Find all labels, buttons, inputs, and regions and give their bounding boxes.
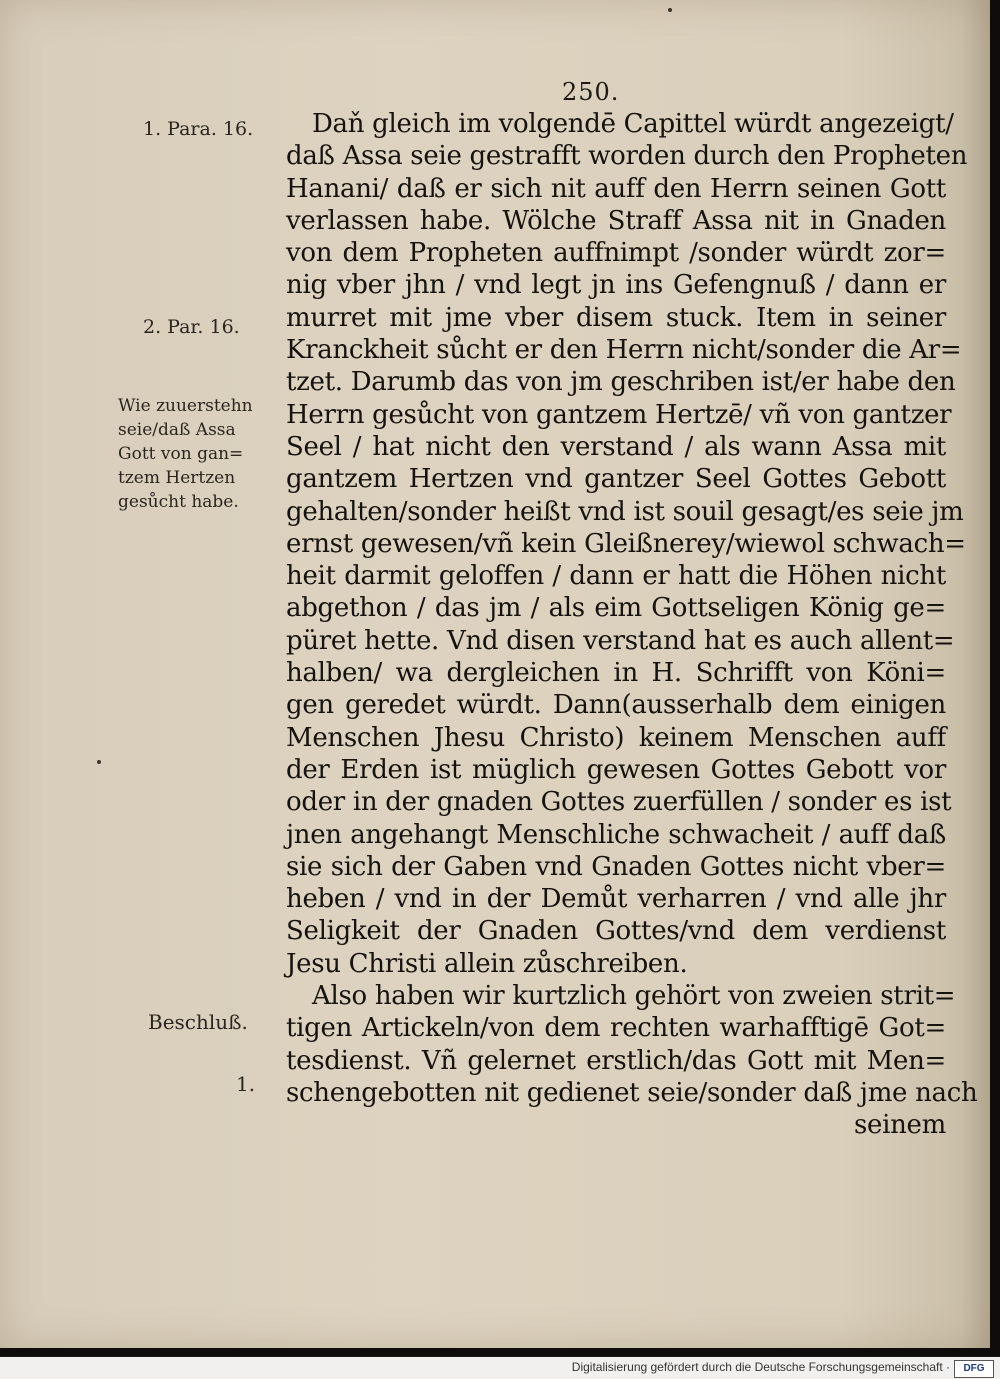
margin-reference-2: 2. Par. 16.: [143, 316, 240, 338]
text-line: halben/ wa dergleichen in H. Schrifft von Köni=: [286, 658, 946, 689]
catchword: seinem: [853, 1110, 946, 1141]
text-line: Daň gleich im volgendē Capittel würdt angezeigt/: [312, 109, 954, 139]
text-line: Jesu Christi allein zůschreiben.: [286, 948, 688, 979]
dfg-logo: DFG: [954, 1360, 994, 1378]
text-line: schengebotten nit gedienet seie/sonder daß jme nach: [286, 1077, 978, 1108]
text-line: Kranckheit sůcht er den Herrn nicht/sonder die Ar=: [286, 335, 962, 366]
footer-credit: Digitalisierung gefördert durch die Deutsche Forschungsgemeinschaft ·: [571, 1360, 950, 1374]
text-line: Also haben wir kurtzlich gehört von zweien strit=: [312, 981, 956, 1012]
text-line: oder in der gnaden Gottes zuerfüllen / sonder es ist: [286, 787, 952, 818]
text-line: sie sich der Gaben vnd Gnaden Gottes nicht vber=: [286, 851, 946, 882]
margin-note-line: gesůcht habe.: [118, 492, 239, 512]
text-line: püret hette. Vnd disen verstand hat es auch allent=: [286, 625, 955, 656]
text-line: Hanani/ daß er sich nit auff den Herrn seinen Gott: [286, 173, 946, 204]
text-line: tesdienst. Vñ gelernet erstlich/das Gott mit Men=: [286, 1045, 946, 1076]
text-line: heit darmit geloffen / dann er hatt die Höhen nicht: [286, 561, 946, 592]
text-line: gen geredet würdt. Dann(ausserhalb dem einigen: [286, 690, 946, 721]
text-line: gantzem Hertzen vnd gantzer Seel Gottes Gebott: [286, 464, 946, 495]
text-line: tzet. Darumb das von jm geschriben ist/er habe den: [286, 367, 956, 398]
text-line: Menschen Jhesu Christo) keinem Menschen auff: [286, 722, 946, 753]
text-line: jnen angehangt Menschliche schwacheit / auff daß: [286, 819, 946, 850]
text-line: ernst gewesen/vñ kein Gleißnerey/wiewol schwach=: [286, 528, 966, 559]
text-line: murret mit jme vber disem stuck. Item in seiner: [286, 302, 946, 333]
text-line: der Erden ist müglich gewesen Gottes Gebott vor: [286, 754, 946, 785]
text-line: nig vber jhn / vnd legt jn ins Gefengnuß / dann er: [286, 270, 946, 301]
margin-note-line: tzem Hertzen: [118, 468, 236, 488]
text-line: tigen Artickeln/von dem rechten warhafftigē Got=: [286, 1013, 946, 1044]
text-line: verlassen habe. Wölche Straff Assa nit in Gnaden: [286, 205, 946, 236]
ink-speck: [668, 8, 672, 12]
margin-note: [118, 394, 253, 514]
margin-reference-1: 1. Para. 16.: [143, 118, 254, 140]
text-line: Herrn gesůcht von gantzem Hertzē/ vñ von gantzer: [286, 399, 952, 430]
text-line: gehalten/sonder heißt vnd ist souil gesagt/es seie jm: [286, 496, 964, 527]
footer-bar: [0, 1357, 1000, 1379]
text-line: Seligkeit der Gnaden Gottes/vnd dem verdienst: [286, 916, 946, 947]
body-text: [286, 108, 978, 1142]
text-line: Seel / hat nicht den verstand / als wann Assa mit: [286, 431, 946, 462]
text-line: von dem Propheten auffnimpt /sonder würdt zor=: [286, 238, 946, 269]
margin-conclusion: Beschluß.: [148, 1010, 248, 1034]
margin-note-line: Gott von gan=: [118, 444, 244, 464]
margin-number: 1.: [236, 1072, 256, 1096]
ink-speck: [97, 760, 101, 764]
text-line: abgethon / das jm / als eim Gottseligen König ge=: [286, 593, 946, 624]
margin-note-line: seie/daß Assa: [118, 420, 236, 440]
page-number: 250.: [562, 78, 620, 106]
margin-note-line: Wie zuuerstehn: [118, 396, 253, 416]
text-line: daß Assa seie gestrafft worden durch den Propheten: [286, 141, 968, 172]
text-line: heben / vnd in der Demůt verharren / vnd alle jhr: [286, 884, 946, 915]
